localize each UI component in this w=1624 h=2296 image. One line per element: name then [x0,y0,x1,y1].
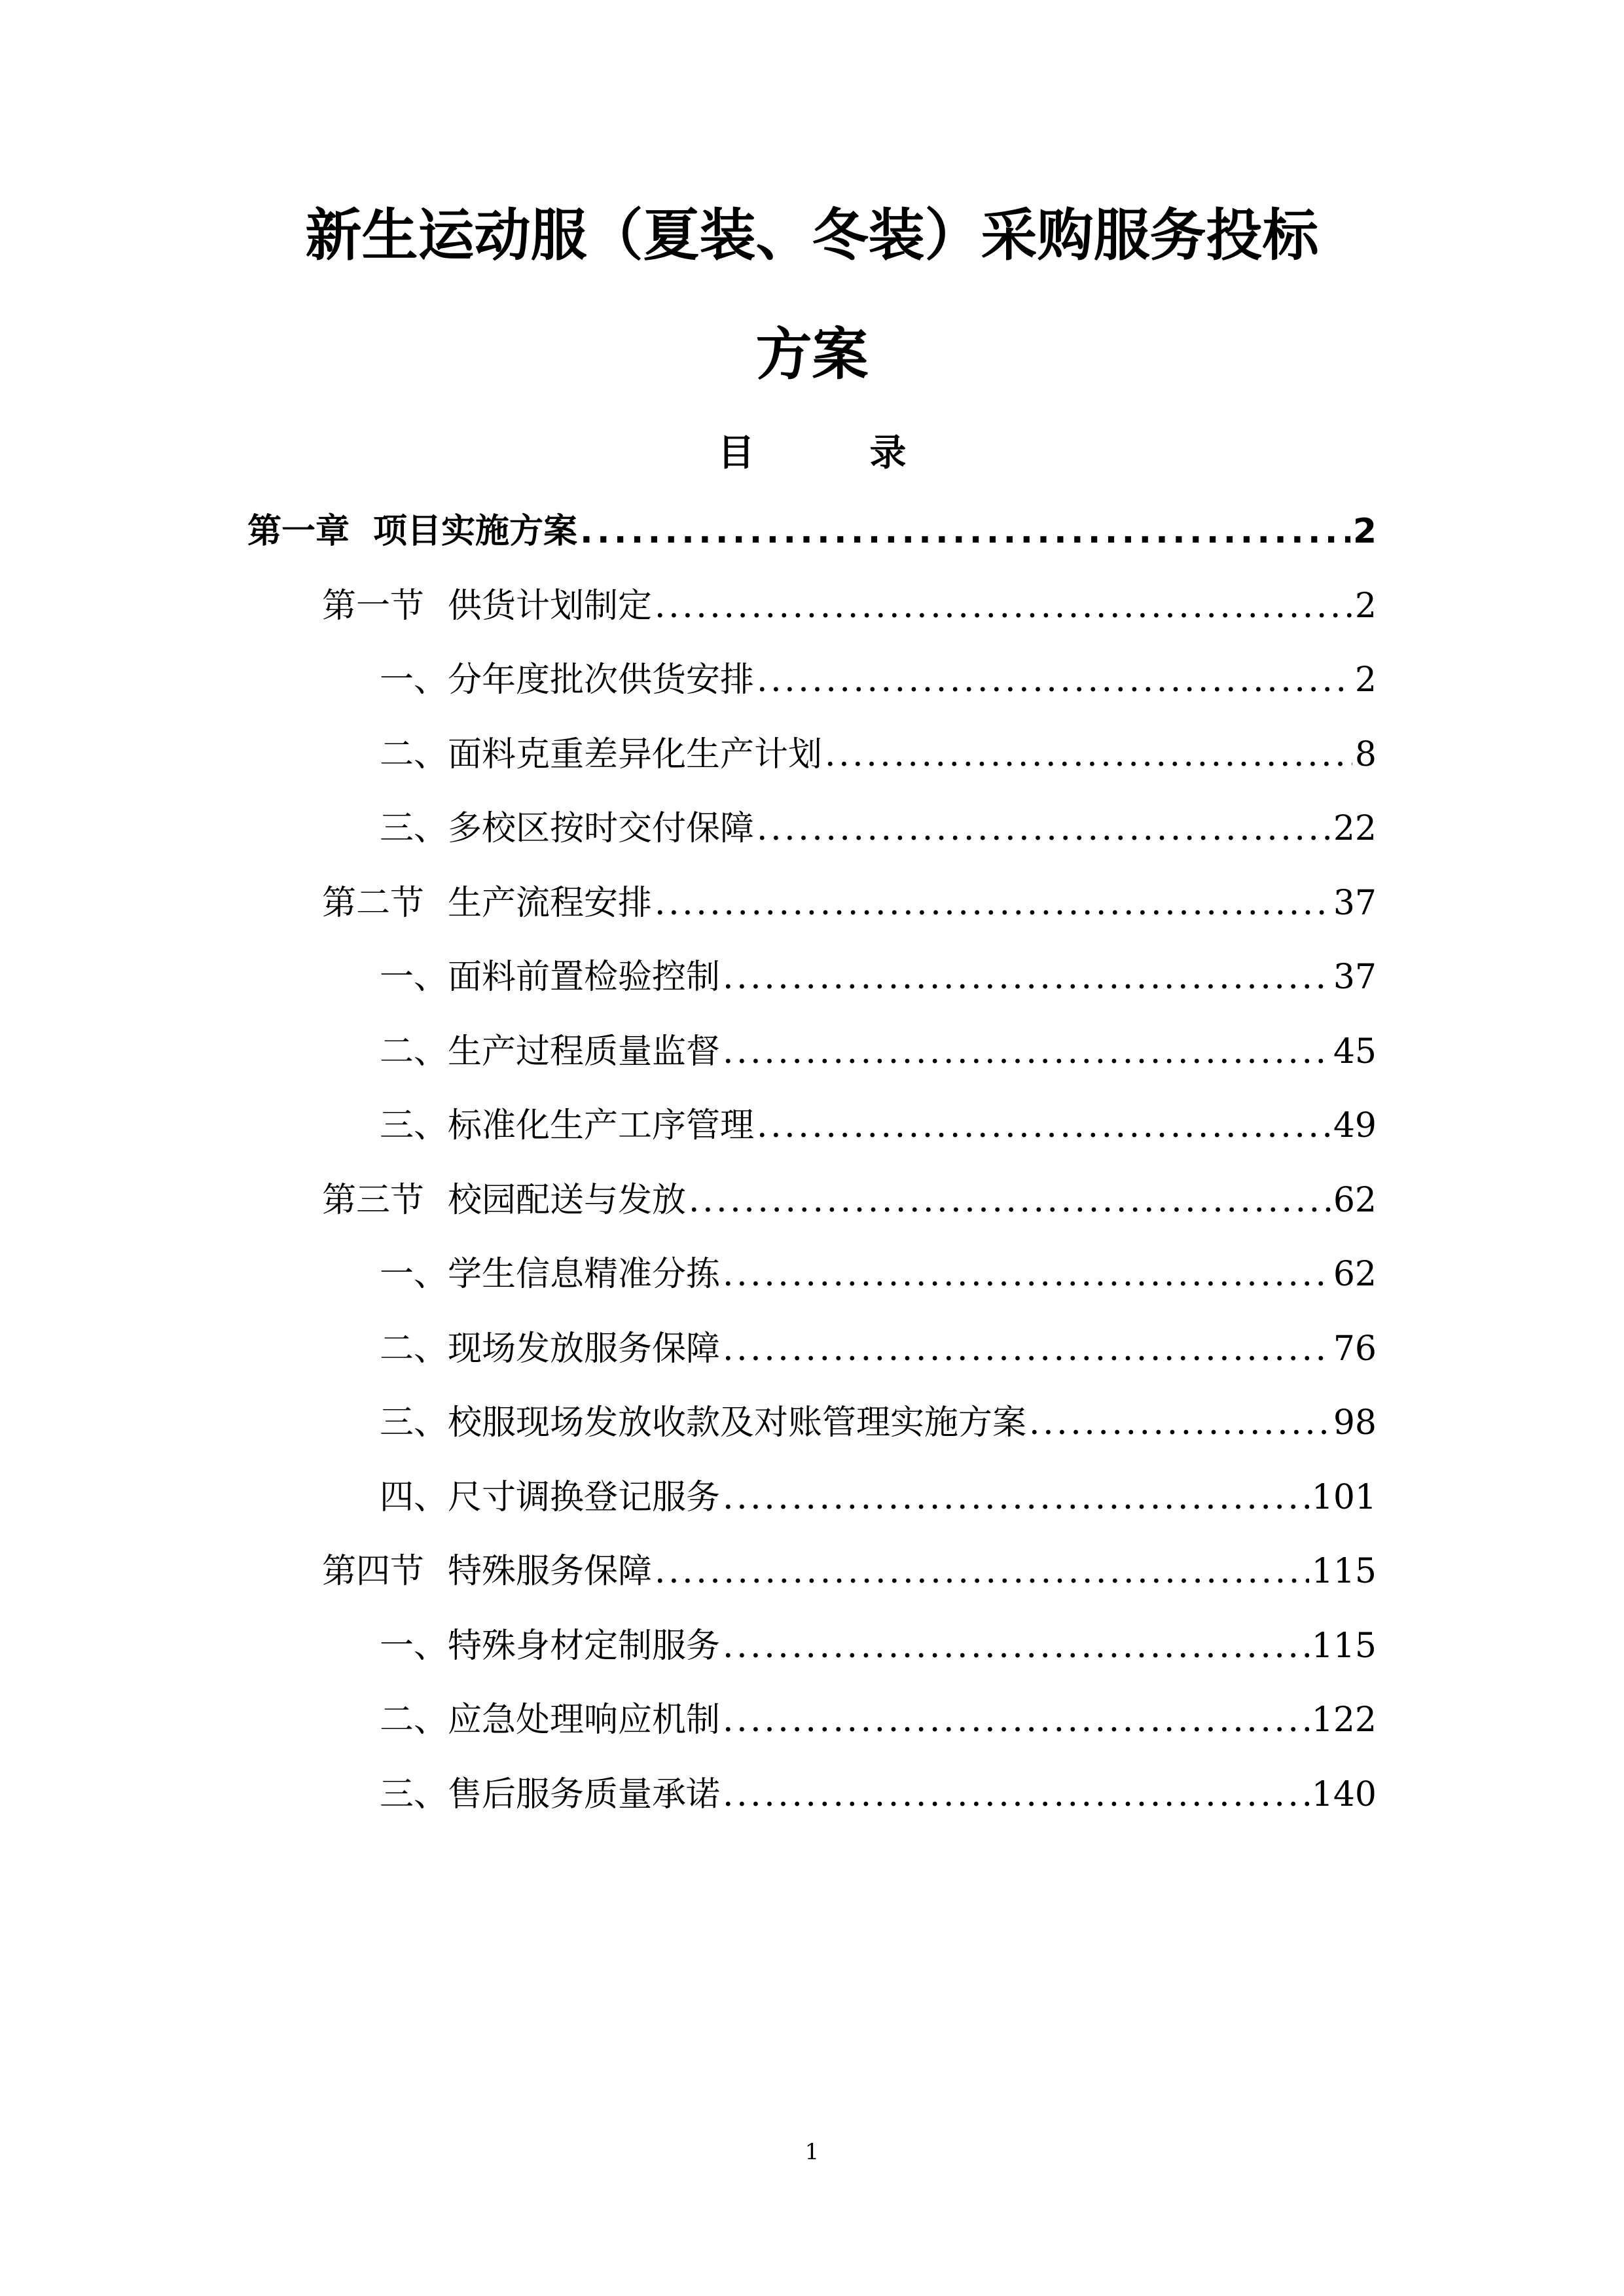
toc-entry-number: 一、 [380,958,448,997]
toc-entry[interactable] [322,1174,1377,1227]
toc-entry-page: 2 [1354,586,1377,626]
toc-entry-number: 第三节 [322,1180,425,1220]
document-title-line1: 新生运动服（夏装、冬装）采购服务投标 [305,203,1319,268]
toc-entry-page: 62 [1333,1255,1377,1294]
toc-entry[interactable] [322,877,1377,929]
toc-entry-title: 校园配送与发放 [448,1180,687,1220]
toc-entry-title: 多校区按时交付保障 [448,809,755,848]
toc-entry-number: 一、 [380,1626,448,1666]
toc-dot-leader [655,580,1352,632]
toc-entry[interactable] [380,728,1377,781]
toc-entry[interactable] [380,1026,1377,1078]
toc-entry-page: 2 [1354,660,1377,700]
toc-dot-leader [723,1694,1309,1746]
toc-entry-page: 101 [1311,1477,1377,1517]
toc-entry-number: 第一章 [247,512,350,551]
toc-entry-page: 8 [1354,734,1377,774]
toc-dot-leader [723,1026,1331,1078]
toc-entry-page: 122 [1311,1700,1377,1740]
toc-entry[interactable] [380,1248,1377,1300]
toc-entry-title: 生产流程安排 [448,883,653,923]
toc-entry[interactable] [380,1768,1377,1821]
toc-entry-number: 四、 [380,1477,448,1517]
toc-dot-leader [580,505,1350,558]
toc-entry[interactable] [380,1694,1377,1746]
toc-dot-leader [757,654,1352,706]
toc-entry-page: 115 [1311,1626,1377,1666]
toc-entry-page: 37 [1333,958,1377,997]
toc-entry-title: 特殊服务保障 [448,1552,653,1591]
toc-entry-page: 76 [1333,1329,1377,1369]
toc-entry-title: 供货计划制定 [448,586,653,626]
toc-entry-number: 二、 [380,1329,448,1369]
toc-entry[interactable] [247,505,1377,558]
toc-dot-leader [689,1174,1331,1227]
document-title-line2: 方案 [755,322,869,387]
toc-dot-leader [723,1323,1331,1375]
toc-entry-page: 37 [1333,883,1377,923]
toc-dot-leader [723,1768,1309,1821]
toc-entry-page: 45 [1333,1031,1377,1071]
toc-entry[interactable] [380,951,1377,1003]
toc-entry-number: 一、 [380,660,448,700]
toc-entry-title: 校服现场发放收款及对账管理实施方案 [448,1403,1027,1443]
toc-entry-page: 49 [1333,1106,1377,1145]
toc-entry[interactable] [322,580,1377,632]
toc-entry-number: 二、 [380,734,448,774]
toc-entry-number: 二、 [380,1031,448,1071]
toc-entry-page: 22 [1333,809,1377,848]
toc-entry-page: 115 [1311,1552,1377,1591]
toc-entry-title: 尺寸调换登记服务 [448,1477,721,1517]
toc-entry-number: 第二节 [322,883,425,923]
toc-entry-title: 分年度批次供货安排 [448,660,755,700]
toc-entry-page: 2 [1352,512,1377,551]
toc-entry-page: 140 [1311,1774,1377,1814]
toc-entry-title: 面料前置检验控制 [448,958,721,997]
toc-entry-number: 第一节 [322,586,425,626]
toc-dot-leader [655,877,1331,929]
toc-entry[interactable] [380,1100,1377,1152]
toc-entry[interactable] [380,802,1377,855]
toc-dot-leader [723,1620,1309,1672]
toc-entry-number: 三、 [380,1774,448,1814]
toc-entry-title: 生产过程质量监督 [448,1031,721,1071]
toc-entry-title: 售后服务质量承诺 [448,1774,721,1814]
toc-entry-number: 三、 [380,1403,448,1443]
toc-dot-leader [825,728,1352,781]
toc-dot-leader [723,1248,1331,1300]
toc-entry[interactable] [380,1471,1377,1524]
toc-entry[interactable] [322,1545,1377,1598]
toc-entry-page: 98 [1333,1403,1377,1443]
toc-dot-leader [757,802,1331,855]
toc-entry-title: 项目实施方案 [373,512,578,551]
toc-entry-number: 三、 [380,809,448,848]
toc-entry[interactable] [380,654,1377,706]
toc-entry-number: 三、 [380,1106,448,1145]
toc-entry[interactable] [380,1397,1377,1449]
toc-entry-title: 应急处理响应机制 [448,1700,721,1740]
toc-entry-page: 62 [1333,1180,1377,1220]
page-number: 1 [804,2139,820,2165]
toc-dot-leader [655,1545,1309,1598]
toc-entry-title: 标准化生产工序管理 [448,1106,755,1145]
toc-dot-leader [723,1471,1309,1524]
toc-entry-number: 一、 [380,1255,448,1294]
toc-heading: 目 录 [717,432,946,475]
toc-entry[interactable] [380,1620,1377,1672]
toc-entry-title: 学生信息精准分拣 [448,1255,721,1294]
toc-entry-number: 第四节 [322,1552,425,1591]
toc-entry-title: 特殊身材定制服务 [448,1626,721,1666]
toc-dot-leader [723,951,1331,1003]
toc-entry-title: 面料克重差异化生产计划 [448,734,823,774]
toc-entry-number: 二、 [380,1700,448,1740]
toc-dot-leader [757,1100,1331,1152]
toc-dot-leader [1029,1397,1331,1449]
toc-entry-title: 现场发放服务保障 [448,1329,721,1369]
toc-entry[interactable] [380,1323,1377,1375]
